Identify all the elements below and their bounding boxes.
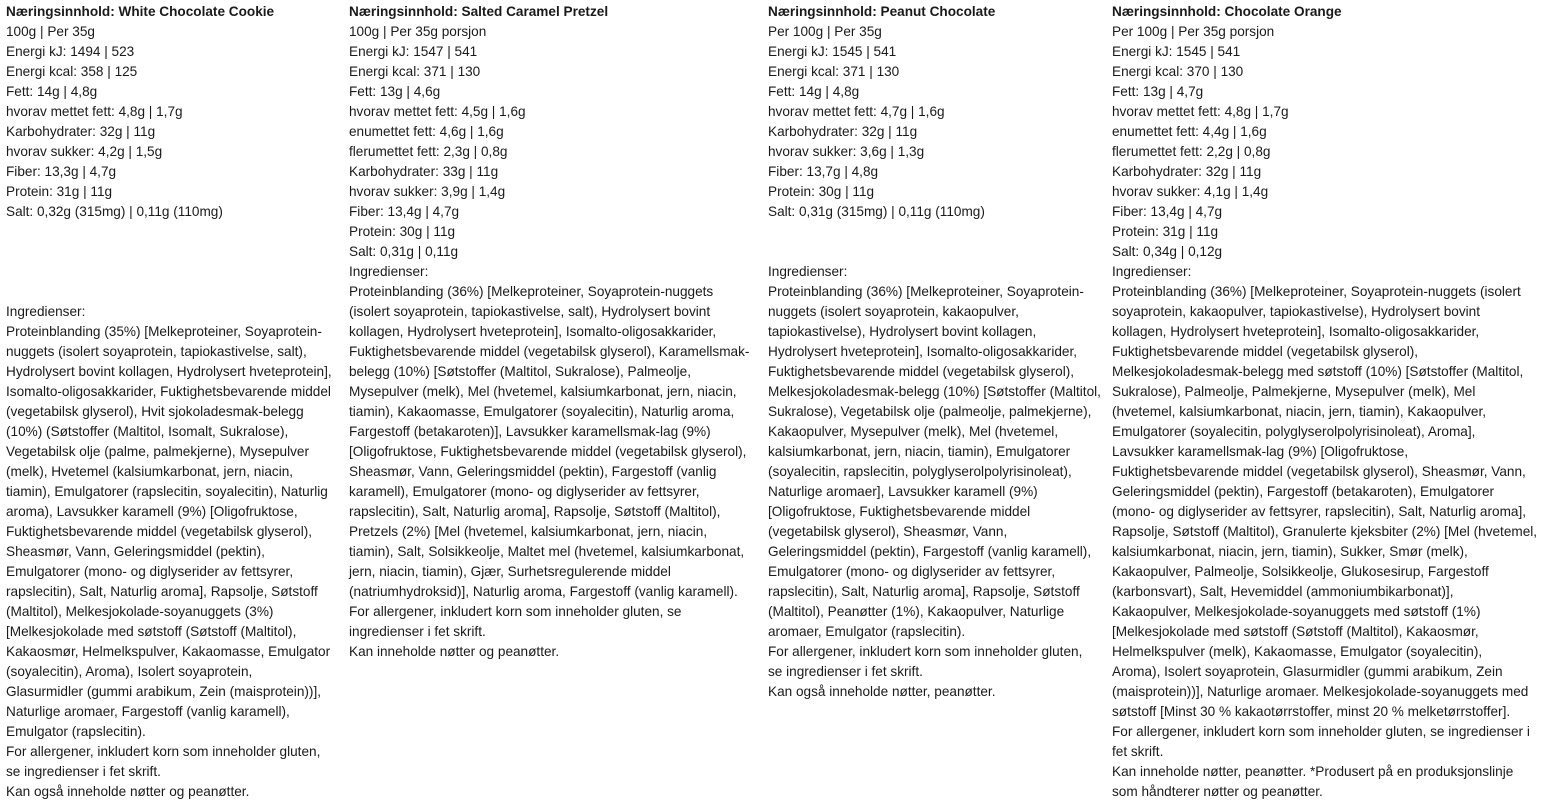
nutrition-row: hvorav mettet fett: 4,8g | 1,7g [6, 104, 183, 119]
ingredients-line: (soyalecitin, rapslecitin, polyglyserolpolyrisinoleat), [768, 464, 1072, 479]
ingredients-line: For allergener, inkludert korn som inneholder gluten, se [349, 604, 682, 619]
ingredients-line: rapslecitin), Salt, Naturlig aroma], Rapsolje, Søtstoff (Maltitol), [349, 504, 721, 519]
ingredients-heading: Ingredienser: [349, 264, 429, 279]
ingredients-line: (Maltitol), Peanøtter (1%), Kakaopulver, Naturlige [768, 604, 1065, 619]
ingredients-line: jern, niacin, tiamin), Gjær, Surhetsregulerende middel [349, 564, 671, 579]
ingredients-line: Emulgator (rapslecitin). [6, 724, 146, 739]
nutrition-row: hvorav mettet fett: 4,7g | 1,6g [768, 104, 945, 119]
nutrition-row: hvorav mettet fett: 4,8g | 1,7g [1112, 104, 1289, 119]
column-chocolate-orange [1112, 2, 1546, 802]
ingredients-line: (karbonsvart), Salt, Hevemiddel (ammoniumbikarbonat)], [1112, 584, 1454, 599]
nutrition-row: Salt: 0,32g (315mg) | 0,11g (110mg) [6, 204, 223, 219]
ingredients-line: Geleringsmiddel (pektin), Fargestoff (betakaroten), Emulgatorer [1112, 484, 1495, 499]
ingredients-line: Kan inneholde nøtter, peanøtter. *Produsert på en produksjonslinje [1112, 764, 1514, 779]
nutrition-row: Energi kcal: 370 | 130 [1112, 64, 1244, 79]
ingredients-line: tiamin), Salt, Solsikkeolje, Maltet mel (hvetemel, kalsiumkarbonat, [349, 544, 745, 559]
section-spacer [6, 222, 346, 302]
nutrition-row: Per 100g | Per 35g [768, 24, 882, 39]
nutrition-row: Karbohydrater: 32g | 11g [1112, 164, 1262, 179]
ingredients-line: Sukralose), Vegetabilsk olje (palmeolje, palmekjerne), [768, 404, 1092, 419]
ingredients-line: tiamin), Kakaomasse, Emulgatorer (soyalecitin), Naturlig aroma, [349, 404, 735, 419]
nutrition-row: hvorav sukker: 3,6g | 1,3g [768, 144, 925, 159]
ingredients-line: For allergener, inkludert korn som inneholder gluten, [6, 744, 321, 759]
nutrition-row: Energi kcal: 371 | 130 [768, 64, 900, 79]
ingredients-line: [Oligofruktose, Fuktighetsbevarende middel [768, 504, 1031, 519]
ingredients-line: [Oligofruktose, Fuktighetsbevarende middel (vegetabilsk glyserol), [349, 444, 747, 459]
ingredients-line: tiamin), Emulgatorer (rapslecitin, soyalecitin), Naturlig [6, 484, 328, 499]
nutrition-row: Energi kJ: 1545 | 541 [768, 44, 897, 59]
ingredients-line: aromaer, Emulgator (rapslecitin). [768, 624, 966, 639]
ingredients-line: (melk), Hvetemel (kalsiumkarbonat, jern, niacin, [6, 464, 294, 479]
ingredients-line: Lavsukker karamellsmak-lag (9%) [Oligofruktose, [1112, 444, 1409, 459]
nutrition-row: Salt: 0,34g | 0,12g [1112, 244, 1223, 259]
nutrition-row: enumettet fett: 4,6g | 1,6g [349, 124, 504, 139]
nutrition-row: Energi kJ: 1545 | 541 [1112, 44, 1241, 59]
ingredients-line: Proteinblanding (36%) [Melkeproteiner, Soyaprotein-nuggets (isolert [1112, 284, 1521, 299]
ingredients-line: se ingredienser i fet skrift. [6, 764, 161, 779]
nutrition-row: hvorav sukker: 4,2g | 1,5g [6, 144, 163, 159]
ingredients-line: Kakaosmør, Helmelkspulver, Kakaomasse, Emulgator [6, 644, 331, 659]
ingredients-line: Rapsolje, Søtstoff (Maltitol), Granulerte kjeksbiter (2%) [Mel (hvetemel, [1112, 524, 1538, 539]
column-peanut-chocolate [768, 2, 1108, 702]
ingredients-line: [Melkesjokolade med søtstoff (Søtstoff (Maltitol), Kakaosmør, [1112, 624, 1479, 639]
ingredients-line: Glasurmidler (gummi arabikum, Zein (maisprotein))], [6, 684, 321, 699]
ingredients-line: nuggets (isolert soyaprotein, tapiokastivelse, salt), [6, 344, 307, 359]
nutrition-row: hvorav sukker: 3,9g | 1,4g [349, 184, 506, 199]
ingredients-line: Sukralose), Palmeolje, Palmekjerne, Mysepulver (melk), Mel [1112, 384, 1476, 399]
nutrition-title: Næringsinnhold: White Chocolate Cookie [6, 4, 275, 19]
ingredients-line: Proteinblanding (36%) [Melkeproteiner, Soyaprotein- [768, 284, 1084, 299]
ingredients-line: kollagen, Hydrolysert hveteprotein], Isomalto-oligosakkarider, [1112, 324, 1480, 339]
ingredients-line: Kan også inneholde nøtter og peanøtter. [6, 784, 250, 799]
ingredients-line: tapiokastivelse), Hydrolysert bovint kollagen, [768, 324, 1037, 339]
ingredients-line: se ingredienser i fet skrift. [768, 664, 923, 679]
ingredients-line: Emulgatorer (soyalecitin, polyglyserolpolyrisinoleat), Aroma], [1112, 424, 1476, 439]
nutrition-row: Fiber: 13,4g | 4,7g [349, 204, 460, 219]
ingredients-line: Aroma), Isolert soyaprotein, Glasurmidler (gummi arabikum, Zein [1112, 664, 1503, 679]
ingredients-line: Proteinblanding (36%) [Melkeproteiner, Soyaprotein-nuggets [349, 284, 714, 299]
ingredients-line: (mono- og diglyserider av fettsyrer, rapslecitin), Salt, Naturlig aroma], [1112, 504, 1527, 519]
nutrition-row: enumettet fett: 4,4g | 1,6g [1112, 124, 1267, 139]
ingredients-line: For allergener, inkludert korn som inneholder gluten, [768, 644, 1083, 659]
ingredients-line: kollagen, Hydrolysert hveteprotein], Isomalto-oligosakkarider, [349, 324, 717, 339]
nutrition-row: Energi kJ: 1494 | 523 [6, 44, 135, 59]
ingredients-line: Kan inneholde nøtter og peanøtter. [349, 644, 560, 659]
ingredients-line: karamell), Emulgatorer (mono- og diglyserider av fettsyrer, [349, 484, 700, 499]
nutrition-row: flerumettet fett: 2,3g | 0,8g [349, 144, 508, 159]
ingredients-line: Naturlige aromaer, Fargestoff (vanlig karamell), [6, 704, 290, 719]
ingredients-line: Fuktighetsbevarende middel (vegetabilsk glyserol), [6, 524, 313, 539]
nutrition-row: Fiber: 13,4g | 4,7g [1112, 204, 1223, 219]
ingredients-heading: Ingredienser: [6, 304, 86, 319]
nutrition-row: Fett: 13g | 4,6g [349, 84, 441, 99]
ingredients-line: Melkesjokoladesmak-belegg med søtstoff (10%) [Søtstoffer (Maltitol, [1112, 364, 1524, 379]
ingredients-line: aroma), Lavsukker karamell (9%) [Oligofruktose, [6, 504, 298, 519]
nutrition-row: hvorav mettet fett: 4,5g | 1,6g [349, 104, 526, 119]
ingredients-line: søtstoff [Minst 30 % kakaotørrstoffer, minst 20 % melketørrstoffer]. [1112, 704, 1511, 719]
ingredients-line: Sheasmør, Vann, Geleringsmiddel (pektin), Fargestoff (vanlig [349, 464, 717, 479]
section-spacer [768, 222, 1108, 262]
ingredients-line: Isomalto-oligosakkarider, Fuktighetsbevarende middel [6, 384, 331, 399]
ingredients-line: (hvetemel, kalsiumkarbonat, niacin, jern, tiamin), Kakaopulver, [1112, 404, 1487, 419]
ingredients-line: (10%) (Søtstoffer (Maltitol, Isomalt, Sukralose), [6, 424, 289, 439]
ingredients-line: (maisprotein))], Naturlige aromaer. Melkesjokolade-soyanuggets med [1112, 684, 1529, 699]
ingredients-line: Sheasmør, Vann, Geleringsmiddel (pektin), [6, 544, 265, 559]
ingredients-line: Kakaopulver, Mysepulver (melk), Mel (hvetemel, [768, 424, 1059, 439]
nutrition-row: hvorav sukker: 4,1g | 1,4g [1112, 184, 1269, 199]
ingredients-line: ingredienser i fet skrift. [349, 624, 486, 639]
nutrition-row: Energi kJ: 1547 | 541 [349, 44, 478, 59]
nutrition-row: Salt: 0,31g | 0,11g [349, 244, 459, 259]
nutrition-row: Protein: 31g | 11g [6, 184, 113, 199]
nutrition-row: Energi kcal: 371 | 130 [349, 64, 481, 79]
ingredients-line: Proteinblanding (35%) [Melkeproteiner, Soyaprotein- [6, 324, 322, 339]
ingredients-line: Helmelkspulver (melk), Kakaomasse, Emulgator (soyalecitin), [1112, 644, 1483, 659]
nutrition-title: Næringsinnhold: Chocolate Orange [1112, 4, 1342, 19]
nutrition-row: Salt: 0,31g (315mg) | 0,11g (110mg) [768, 204, 985, 219]
ingredients-line: Fuktighetsbevarende middel (vegetabilsk glyserol), Sheasmør, Vann, [1112, 464, 1526, 479]
nutrition-row: Protein: 31g | 11g [1112, 224, 1219, 239]
ingredients-line: rapslecitin), Salt, Naturlig aroma], Rapsolje, Søtstoff [768, 584, 1080, 599]
ingredients-line: Hydrolysert bovint kollagen, Hydrolysert hveteprotein], [6, 364, 332, 379]
nutrition-row: Fiber: 13,3g | 4,7g [6, 164, 117, 179]
ingredients-line: (natriumhydroksid)], Naturlig aroma, Fargestoff (vanlig karamell). [349, 584, 738, 599]
nutrition-row: 100g | Per 35g [6, 24, 95, 39]
ingredients-line: Fuktighetsbevarende middel (vegetabilsk glyserol), Karamellsmak- [349, 344, 750, 359]
ingredients-line: Melkesjokoladesmak-belegg (10%) [Søtstoffer (Maltitol, [768, 384, 1101, 399]
nutrition-row: Energi kcal: 358 | 125 [6, 64, 138, 79]
ingredients-line: Vegetabilsk olje (palme, palmekjerne), Mysepulver [6, 444, 309, 459]
ingredients-heading: Ingredienser: [768, 264, 848, 279]
ingredients-line: Kan også inneholde nøtter, peanøtter. [768, 684, 996, 699]
nutrition-title: Næringsinnhold: Peanut Chocolate [768, 4, 996, 19]
nutrition-title: Næringsinnhold: Salted Caramel Pretzel [349, 4, 609, 19]
ingredients-line: som håndterer nøtter og peanøtter. [1112, 784, 1323, 799]
ingredients-line: [Melkesjokolade med søtstoff (Søtstoff (Maltitol), [6, 624, 297, 639]
nutrition-row: Karbohydrater: 32g | 11g [768, 124, 918, 139]
ingredients-line: (vegetabilsk glyserol), Hvit sjokoladesmak-belegg [6, 404, 304, 419]
ingredients-line: rapslecitin), Salt, Naturlig aroma], Rapsolje, Søtstoff [6, 584, 318, 599]
ingredients-line: Fargestoff (betakaroten)], Lavsukker karamellsmak-lag (9%) [349, 424, 711, 439]
nutrition-row: Protein: 30g | 11g [768, 184, 875, 199]
nutrition-row: Fett: 14g | 4,8g [768, 84, 860, 99]
ingredients-line: belegg (10%) [Søtstoffer (Maltitol, Sukralose), Palmeolje, [349, 364, 692, 379]
ingredients-line: Geleringsmiddel (pektin), Fargestoff (vanlig karamell), [768, 544, 1092, 559]
ingredients-line: kalsiumkarbonat, jern, niacin, tiamin), Emulgatorer [768, 444, 1071, 459]
ingredients-heading: Ingredienser: [1112, 264, 1192, 279]
ingredients-line: fet skrift. [1112, 744, 1164, 759]
ingredients-line: Emulgatorer (mono- og diglyserider av fettsyrer, [6, 564, 294, 579]
nutrition-row: Karbohydrater: 32g | 11g [6, 124, 156, 139]
column-salted-caramel-pretzel [349, 2, 759, 662]
ingredients-line: Kakaopulver, Melkesjokolade-soyanuggets med søtstoff (1%) [1112, 604, 1481, 619]
ingredients-line: Fuktighetsbevarende middel (vegetabilsk glyserol), [768, 364, 1075, 379]
ingredients-line: kalsiumkarbonat, niacin, jern, tiamin), Sukker, Smør (melk), [1112, 544, 1468, 559]
ingredients-line: nuggets (isolert soyaprotein, kakaopulver, [768, 304, 1019, 319]
ingredients-line: (isolert soyaprotein, tapiokastivelse, salt), Hydrolysert bovint [349, 304, 711, 319]
ingredients-line: (soyalecitin), Aroma), Isolert soyaprotein, [6, 664, 253, 679]
ingredients-line: (Maltitol), Melkesjokolade-soyanuggets (3%) [6, 604, 274, 619]
ingredients-line: Kakaopulver, Palmeolje, Solsikkeolje, Glukosesirup, Fargestoff [1112, 564, 1489, 579]
ingredients-line: Mysepulver (melk), Mel (hvetemel, kalsiumkarbonat, jern, niacin, [349, 384, 737, 399]
ingredients-line: Fuktighetsbevarende middel (vegetabilsk glyserol), [1112, 344, 1419, 359]
nutrition-row: Karbohydrater: 33g | 11g [349, 164, 499, 179]
nutrition-row: Per 100g | Per 35g porsjon [1112, 24, 1275, 39]
ingredients-line: soyaprotein, kakaopulver, tapiokastivelse), Hydrolysert bovint [1112, 304, 1480, 319]
nutrition-row: 100g | Per 35g porsjon [349, 24, 487, 39]
column-white-chocolate-cookie [6, 2, 346, 802]
ingredients-line: Naturlige aromaer], Lavsukker karamell (9%) [768, 484, 1038, 499]
nutrition-row: flerumettet fett: 2,2g | 0,8g [1112, 144, 1271, 159]
ingredients-line: Emulgatorer (mono- og diglyserider av fettsyrer, [768, 564, 1056, 579]
ingredients-line: For allergener, inkludert korn som inneholder gluten, se ingredienser i [1112, 724, 1530, 739]
ingredients-line: Hydrolysert hveteprotein], Isomalto-oligosakkarider, [768, 344, 1078, 359]
nutrition-row: Fiber: 13,7g | 4,8g [768, 164, 879, 179]
ingredients-line: (vegetabilsk glyserol), Sheasmør, Vann, [768, 524, 1008, 539]
nutrition-row: Fett: 14g | 4,8g [6, 84, 98, 99]
nutrition-row: Protein: 30g | 11g [349, 224, 456, 239]
nutrition-row: Fett: 13g | 4,7g [1112, 84, 1204, 99]
ingredients-line: Pretzels (2%) [Mel (hvetemel, kalsiumkarbonat, jern, niacin, [349, 524, 708, 539]
